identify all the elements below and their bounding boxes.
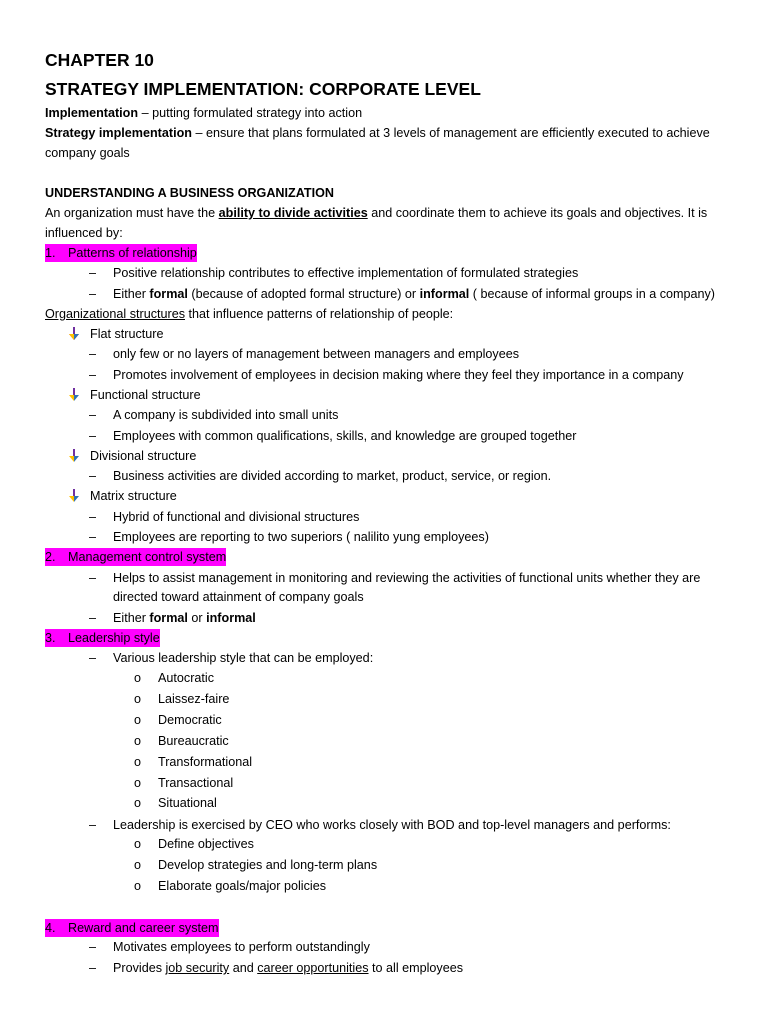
reward-point-1: Motivates employees to perform outstandingly xyxy=(113,940,370,954)
item-number: 2. xyxy=(45,550,56,564)
dash-bullet: – xyxy=(89,408,97,422)
leadership-duty-item: Define objectives xyxy=(158,837,254,851)
text-run: Either xyxy=(113,611,150,625)
text-run: (because of adopted formal structure) or xyxy=(187,287,420,301)
text-run-bold: informal xyxy=(206,611,256,625)
circle-bullet: o xyxy=(134,671,142,685)
arrow-bullet-icon xyxy=(68,449,80,463)
functional-point-1: A company is subdivided into small units xyxy=(113,408,339,422)
dash-bullet: – xyxy=(89,818,97,832)
dash-bullet: – xyxy=(89,651,97,665)
structure-flat: Flat structure xyxy=(90,327,164,341)
definition-text: – ensure that plans formulated at 3 levels of management are efficiently executed to achieve xyxy=(191,126,710,140)
dash-bullet: – xyxy=(89,961,97,975)
reward-point-2 xyxy=(113,958,463,978)
intro-text xyxy=(45,203,707,223)
dash-bullet: – xyxy=(89,940,97,954)
text-run: ( because of informal groups in a company) xyxy=(469,287,715,301)
definition-term: Strategy implementation xyxy=(45,126,192,140)
text-run-bold: formal xyxy=(149,611,188,625)
text-run: or xyxy=(187,611,207,625)
intro-continuation: influenced by: xyxy=(45,226,123,240)
dash-bullet: – xyxy=(89,510,97,524)
numbered-heading-reward xyxy=(45,919,219,937)
dash-bullet: – xyxy=(89,469,97,483)
text-run: Either xyxy=(113,287,150,301)
circle-bullet: o xyxy=(134,713,142,727)
arrow-bullet-icon xyxy=(68,489,80,503)
text-run: and xyxy=(229,961,258,975)
text-run: Provides xyxy=(113,961,166,975)
leadership-style-item: Transactional xyxy=(158,776,234,790)
definition-implementation xyxy=(45,103,362,123)
leadership-style-item: Bureaucratic xyxy=(158,734,229,748)
definition-strategy-implementation xyxy=(45,123,710,143)
leadership-style-item: Autocratic xyxy=(158,671,214,685)
patterns-point-1: Positive relationship contributes to effective implementation of formulated strategies xyxy=(113,266,579,280)
matrix-point-2: Employees are reporting to two superiors ( nalilito yung employees) xyxy=(113,530,489,544)
text-run-underlined: career opportunities xyxy=(257,961,369,975)
page-title: STRATEGY IMPLEMENTATION: CORPORATE LEVEL xyxy=(45,79,481,99)
dash-bullet: – xyxy=(89,287,97,301)
functional-point-2: Employees with common qualifications, skills, and knowledge are grouped together xyxy=(113,429,577,443)
definition-continuation: company goals xyxy=(45,146,130,160)
circle-bullet: o xyxy=(134,837,142,851)
dash-bullet: – xyxy=(89,429,97,443)
intro-pre: An organization must have the xyxy=(45,206,219,220)
leadership-style-item: Situational xyxy=(158,796,217,810)
circle-bullet: o xyxy=(134,755,142,769)
text-run-bold: informal xyxy=(419,287,470,301)
dash-bullet: – xyxy=(89,368,97,382)
intro-post: and coordinate them to achieve its goals and objectives. It is xyxy=(367,206,708,220)
text-run-bold: formal xyxy=(149,287,188,301)
leadership-style-item: Transformational xyxy=(158,755,253,769)
divisional-point-1: Business activities are divided according to market, product, service, or region. xyxy=(113,469,552,483)
item-number: 1. xyxy=(45,246,56,260)
item-label: Leadership style xyxy=(68,631,160,645)
leadership-style-item: Laissez-faire xyxy=(158,692,230,706)
item-label: Patterns of relationship xyxy=(68,246,197,260)
arrow-bullet-icon xyxy=(68,327,80,341)
numbered-heading-management-control xyxy=(45,548,226,566)
dash-bullet: – xyxy=(89,571,97,585)
matrix-point-1: Hybrid of functional and divisional structures xyxy=(113,510,360,524)
leadership-duty-item: Develop strategies and long-term plans xyxy=(158,858,378,872)
structure-functional: Functional structure xyxy=(90,388,201,402)
arrow-bullet-icon xyxy=(68,388,80,402)
mcs-point-1: Helps to assist management in monitoring and reviewing the activities of functional units whether they are xyxy=(113,571,701,585)
mcs-point-2 xyxy=(113,608,256,628)
leadership-point-1: Various leadership style that can be employed: xyxy=(113,651,374,665)
item-number: 4. xyxy=(45,921,56,935)
circle-bullet: o xyxy=(134,734,142,748)
intro-emphasis: ability to divide activities xyxy=(218,206,368,220)
structure-matrix: Matrix structure xyxy=(90,489,177,503)
text-run-underlined: Organizational structures xyxy=(45,307,185,321)
leadership-duty-item: Elaborate goals/major policies xyxy=(158,879,327,893)
circle-bullet: o xyxy=(134,692,142,706)
org-structures-intro xyxy=(45,304,453,324)
structure-divisional: Divisional structure xyxy=(90,449,197,463)
dash-bullet: – xyxy=(89,530,97,544)
text-run-underlined: job security xyxy=(165,961,230,975)
circle-bullet: o xyxy=(134,858,142,872)
numbered-heading-patterns xyxy=(45,244,197,262)
leadership-style-item: Democratic xyxy=(158,713,222,727)
patterns-point-2 xyxy=(113,284,715,304)
circle-bullet: o xyxy=(134,776,142,790)
flat-point-2: Promotes involvement of employees in decision making where they feel they importance in a company xyxy=(113,368,684,382)
leadership-point-2: Leadership is exercised by CEO who works closely with BOD and top-level managers and performs: xyxy=(113,818,671,832)
dash-bullet: – xyxy=(89,266,97,280)
flat-point-1: only few or no layers of management between managers and employees xyxy=(113,347,520,361)
dash-bullet: – xyxy=(89,347,97,361)
text-run: that influence patterns of relationship of people: xyxy=(185,307,454,321)
item-label: Management control system xyxy=(68,550,227,564)
chapter-heading: CHAPTER 10 xyxy=(45,50,154,70)
numbered-heading-leadership xyxy=(45,629,160,647)
item-number: 3. xyxy=(45,631,56,645)
definition-term: Implementation xyxy=(45,106,139,120)
definition-text: – putting formulated strategy into action xyxy=(138,106,363,120)
mcs-point-1-continuation: directed toward attainment of company goals xyxy=(113,590,364,604)
section-heading: UNDERSTANDING A BUSINESS ORGANIZATION xyxy=(45,186,334,200)
circle-bullet: o xyxy=(134,879,142,893)
circle-bullet: o xyxy=(134,796,142,810)
text-run: to all employees xyxy=(368,961,464,975)
dash-bullet: – xyxy=(89,611,97,625)
item-label: Reward and career system xyxy=(68,921,219,935)
